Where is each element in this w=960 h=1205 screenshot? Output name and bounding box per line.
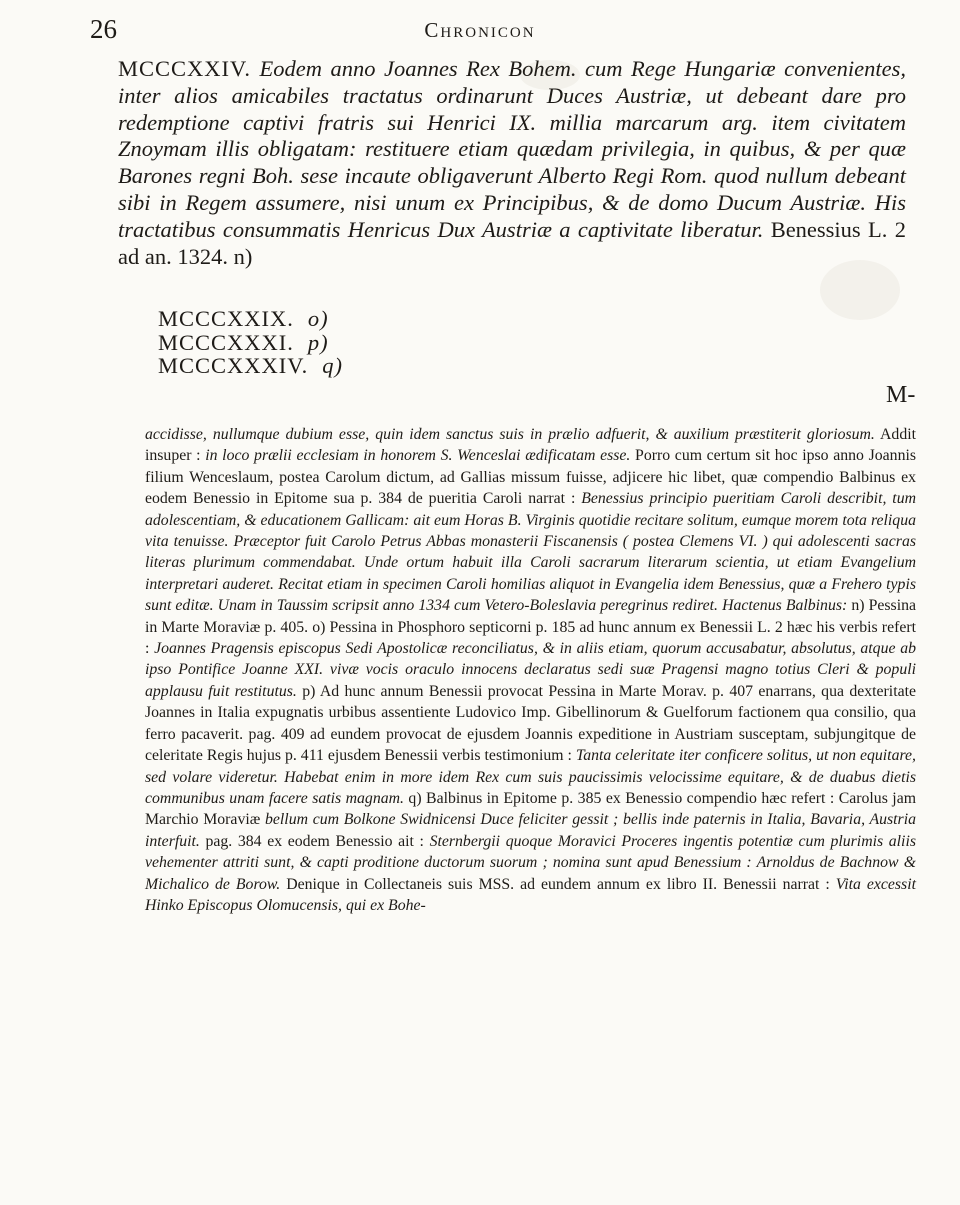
footnote-text-italic: in loco prælii ecclesiam in honorem S. Wenceslai ædificatam esse. — [205, 447, 631, 465]
year-entry — [158, 307, 343, 331]
footnotes — [145, 424, 916, 916]
footnote-marker: p) — [307, 329, 329, 355]
footnote-text: Porro cum certum sit hoc ipso anno Joannis filium Wenceslaum, postea Carolum dictum, ad Gallias missum fuisse, adjicere hic libet, quæ compendio Balbinus ex eodem Benessio in Epitome sua p. 384 de pueritia Caroli narrat : — [145, 447, 917, 508]
year-heading: MCCCXXIX. — [158, 306, 294, 331]
footnote-text-italic: accidisse, nullumque dubium esse, quin idem sanctus suis in prælio adfuerit, & auxilium præstiterit gloriosum. — [145, 426, 875, 443]
footnote-marker: o) — [307, 306, 329, 331]
year-heading: MCCCXXXI. — [158, 329, 294, 355]
footnote-text: Addit insuper : — [145, 426, 916, 465]
running-title: Chronicon — [424, 18, 536, 42]
footnote-p: p) Ad hunc annum Benessii provocat Pessina in Marte Morav. p. 407 enarrans, qua dexteritate Joannes in Italia expugnatis urbibus assentiente Ludovico Imp. Gibellinorum & Guelforum factionem qua consilio, qua ferro pacaverit. pag. 409 ad eundem provocat de ejusdem Joannis expeditione in Austriam susceptam, subjungitque de celeritate Regis hujus p. 411 ejusdem Benessii verbis testimonium : — [145, 682, 916, 765]
footnote-text: Denique in Collectaneis suis MSS. ad eundem annum ex libro II. Benessii narrat : — [280, 875, 836, 893]
year-heading: MCCCXXXIV. — [158, 353, 309, 378]
source-citation: Benessius L. 2 ad an. 1324. n) — [118, 216, 906, 269]
footnote-text-italic: Vita excessit Hinko Episcopus Olomucensis, qui ex Bohe- — [145, 875, 916, 914]
catchword: M- — [886, 382, 916, 408]
main-text — [118, 56, 906, 270]
footnote-text-italic: Tanta celeritate iter conficere solitus, ut non equitare, sed volare videretur. Habebat enim in more idem Rex cum suis paucissimis velocissime equitare, & de duabus dietis communibus unam facere satis magnam. — [145, 747, 916, 807]
footnote-text-italic: Joannes Pragensis episcopus Sedi Apostolicæ reconciliatus, & in aliis etiam, quorum accusabatur, absolutus, atque ab ipso Pontifice Joanne XXI. vivæ vocis oraculo innocens declaratus sedi suæ Pragensi magno totius Cleri & populi applausu fuit restitutus. — [145, 640, 916, 700]
footnote-text: pag. 384 ex eodem Benessio ait : — [199, 832, 430, 850]
page-number: 26 — [90, 14, 117, 44]
footnote-text-italic: bellum cum Bolkone Swidnicensi Duce feliciter gessit ; bellis inde paternis in Italia, Bavaria, Austria interfuit. — [145, 811, 916, 850]
footnote-text-italic: Benessius principio pueritiam Caroli describit, tum adolescentiam, & educationem Gallicam: ait eum Horas B. Virginis quotidie recitare solitum, eumque morem tota reliqua vita tenuisse. Præceptor fuit Carolo Petrus Abbas monasterii Fiscanensis ( postea Clemens VI. ) qui adolescenti sacras literas plurimum commendabat. Unde ortum habuit illa Caroli sacrarum literarum scientia, ut etiam Evangelium interpretari auderet. Recitat etiam in specimen Caroli homilias aliquot in Evangelia idem Benessius, quæ a Frehero typis sunt editæ. Unam in Taussim scripsit anno 1334 cum Vetero-Boleslavia peregrinus rediret. Hactenus Balbinus: — [145, 490, 917, 615]
year-heading: MCCCXXIV. — [118, 56, 251, 81]
footnote-marker: q) — [322, 353, 343, 378]
footnote-q: q) Balbinus in Epitome p. 385 ex Benessio compendio hæc refert : Carolus jam Marchio Moraviæ — [145, 789, 916, 829]
footnote-n-o: n) Pessina in Marte Moraviæ p. 405. o) Pessina in Phosphoro septicorni p. 185 ad hunc annum ex Benessii L. 2 hæc his verbis refert : — [145, 597, 916, 658]
year-entry — [158, 331, 343, 355]
year-list — [158, 307, 343, 378]
year-entry — [158, 354, 343, 378]
footnote-text-italic: Sternbergii quoque Moravici Proceres ingentis potentiæ cum plurimis aliis vehementer attriti sunt, & capti proditione ductorum suorum ; nomina sunt apud Benessium : Arnoldus de Bachnow & Michalico de Borow. — [145, 832, 916, 893]
footnote-paragraph — [145, 424, 916, 916]
main-paragraph: Eodem anno Joannes Rex Bohem. cum Rege Hungariæ convenientes, inter alios amicabiles tractatus ordinarunt Duces Austriæ, ut debeant dare pro redemptione captivi fratris sui Henrici IX. millia marcarum arg. item civitatem Znoymam illis obligatam: restituere etiam quædam privilegia, in quibus, & per quæ Barones regni Boh. sese incaute obligaverunt Alberto Regi Rom. quod nullum debeant sibi in Regem assumere, nisi unum ex Principibus, & de domo Ducum Austriæ. His tractatibus consummatis Henricus Dux Austriæ a captivitate liberatur. — [118, 56, 906, 242]
